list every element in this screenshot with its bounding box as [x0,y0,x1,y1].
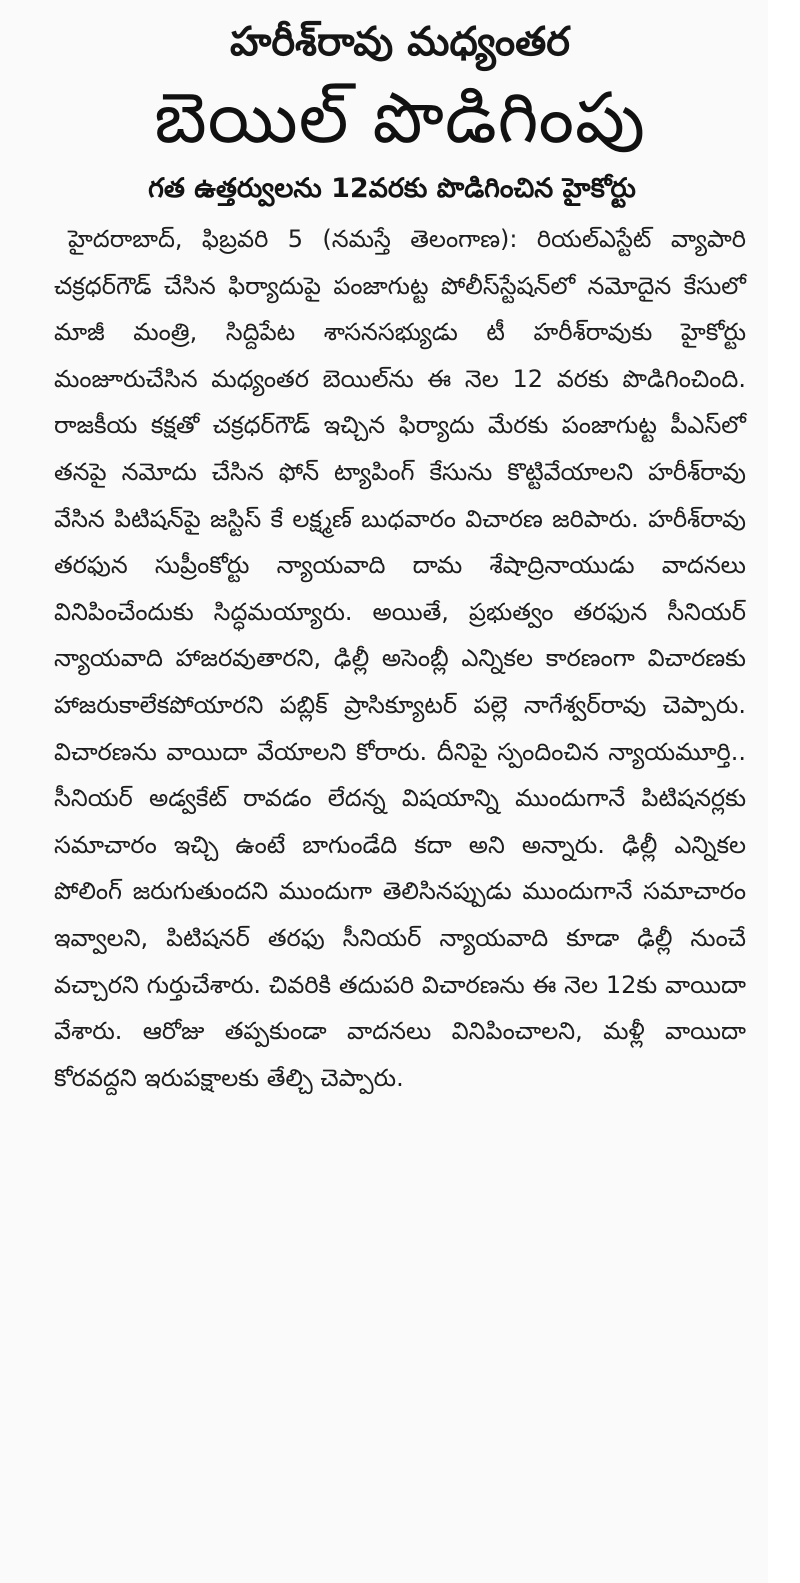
article-kicker: హరీశ్‌రావు మధ్యంతర [230,19,570,65]
article-body: హైదరాబాద్, ఫిబ్రవరి 5 (నమస్తే తెలంగాణ): రియల్‌ఎస్టేట్ వ్యాపారి చక్రధర్‌గౌడ్ చేసిన ఫిర్యాదుపై పంజాగుట్ట పోలీస్‌స్టేషన్‌లో నమోదైన కేసులో మాజీ మంత్రి, సిద్దిపేట శాసనసభ్యుడు టీ హరీశ్‌రావుకు హైకోర్టు మంజూరుచేసిన మధ్యంతర బెయిల్‌ను ఈ నెల 12 వరకు పొడిగించింది. రాజకీయ కక్షతో చక్రధర్‌గౌడ్ ఇచ్చిన ఫిర్యాదు మేరకు పంజాగుట్ట పీఎస్‌లో తనపై నమోదు చేసిన ఫోన్ ట్యాపింగ్ కేసును కొట్టివేయాలని హరీశ్‌రావు వేసిన పిటిషన్‌పై జస్టిస్ కే లక్ష్మణ్ బుధవారం విచారణ జరిపారు. హరీశ్‌రావు తరఫున సుప్రీంకోర్టు న్యాయవాది దామ శేషాద్రినాయుడు వాదనలు వినిపించేందుకు సిద్ధమయ్యారు. అయితే, ప్రభుత్వం తరఫున సీనియర్ న్యాయవాది హాజరవుతారని, ఢిల్లీ అసెంబ్లీ ఎన్నికల కారణంగా విచారణకు హాజరుకాలేకపోయారని పబ్లిక్ ప్రాసిక్యూటర్ పల్లె నాగేశ్వర్‌రావు చెప్పారు. విచారణను వాయిదా వేయాలని కోరారు. దీనిపై స్పందించిన న్యాయమూర్తి.. సీనియర్ అడ్వకేట్ రావడం లేదన్న విషయాన్ని ముందుగానే పిటిషనర్లకు సమాచారం ఇచ్చి ఉంటే బాగుండేది కదా అని అన్నారు. ఢిల్లీ ఎన్నికల పోలింగ్ జరుగుతుందని ముందుగా తెలిసినప్పుడు ముందుగానే సమాచారం ఇవ్వాలని, పిటిషనర్ తరఫు సీనియర్ న్యాయవాది కూడా ఢిల్లీ నుంచే వచ్చారని గుర్తుచేశారు. చివరికి తదుపరి విచారణను ఈ నెల 12కు వాయిదా వేశారు. ఆరోజు తప్పకుండా వాదనలు వినిపించాలని, మళ్లీ వాయిదా కోరవద్దని ఇరుపక్షాలకు తేల్చి చెప్పారు. [54,225,746,1092]
article-headline: బెయిల్ పొడిగింపు [154,77,646,159]
article-subheadline: గత ఉత్తర్వులను 12వరకు పొడిగించిన హైకోర్టు [148,173,636,204]
